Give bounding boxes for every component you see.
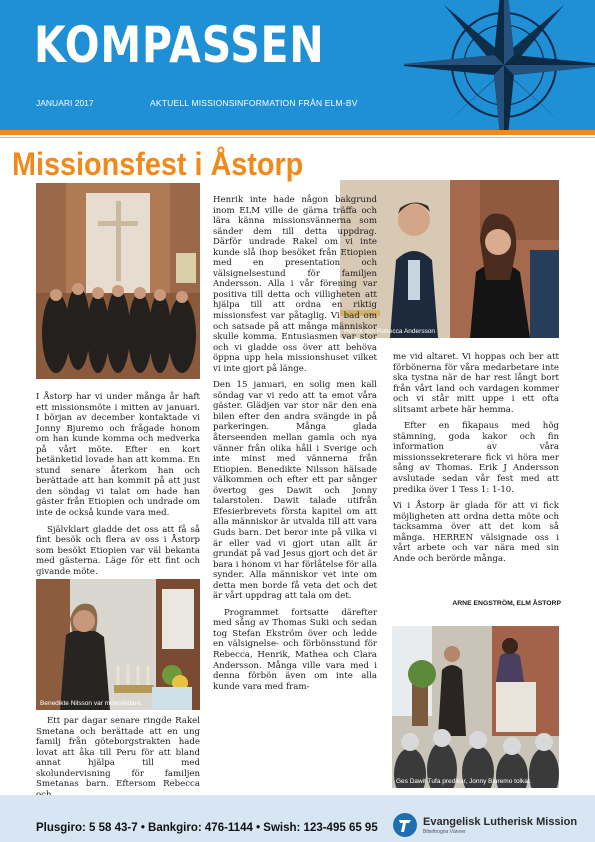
elm-logo-icon — [392, 812, 418, 838]
paragraph: Vi i Åstorp är glada för att vi fick möjligheten att ordna detta möte och tacksamma över att det kom så många. HERREN välsignade oss i vårt arbete och var nära med sin Ande och berörde många. — [393, 501, 559, 564]
article-column-3 — [393, 352, 559, 570]
compass-rose-icon — [404, 0, 595, 130]
paragraph: me vid altaret. Vi hoppas och ber att förbönerna för våra medarbetare inte ska tystna när de har rest långt bort från vårt land och vardagen kommer och vi står mitt uppe i ett ofta slitsamt arbete här hemma. — [393, 352, 559, 415]
article-column-2 — [213, 195, 377, 698]
payment-info: Plusgiro: 5 58 43-7 • Bankgiro: 476-1144 • Swish: 123-495 65 95 — [36, 822, 378, 834]
paragraph: Ett par dagar senare ringde Rakel Smetana och berättade att en ung familj från göteborgstrakten hade lovat att åka till Peru för att bland annat hjälpa till med skolundervisning för familjen Smetanas barn. Eftersom Rebecca — [36, 716, 200, 790]
org-name: Evangelisk Lutherisk Mission — [423, 816, 578, 828]
masthead-banner — [0, 0, 595, 130]
church-photo — [36, 183, 200, 379]
paragraph: Programmet fortsatte därefter med sång av Thomas Suki och sedan tog Stefan Ekström över och ledde en välsignelse- och förbönsstund för Rebecca, Henrik, Mathea och Clara Andersson. Många ville vara med i denna förbön även om inte alla kunde vara med fram- — [213, 607, 377, 692]
masthead-title: KOMPASSEN — [34, 16, 325, 74]
orange-rule — [0, 130, 595, 135]
dawit-photo — [392, 626, 559, 788]
article-column-1-continued — [36, 716, 200, 806]
benedikte-photo — [36, 579, 200, 710]
paragraph: I Åstorp har vi under många år haft ett missionsmöte i mitten av januari. I början av december kontaktade vi Jonny Bjuremo och frågade honom om han kunde komma och medverka på vårt möte. Efter en kort betänketid lovade han att komma. En stund senare återkom han och berättade att han kommit på att just den söndag vi talat om hade han gäster från Etiopien och undrade om inte de också kunde vara med. — [36, 392, 200, 519]
paragraph: Självklart gladde det oss att få så fint besök och flera av oss i Åstorp som besökt Etiopien var väl bekanta med gästerna. Läge för ett fint och givande möte. — [36, 524, 200, 577]
paragraph: Den 15 januari, en solig men kall söndag var vi redo att ta emot våra gäster. Glädjen var stor när den ena bilen efter den andra svängde in på parkeringen. Många glada återseenden mellan gamla och nya vänner från olika håll i Sverige och inte minst med vännerna från Etiopien. Benedikte Nilsson hälsade välkommen och efter ett par sånger övertog ges Dawit och Jonny talarstolen. Dawit talade utifrån Efesierbrevets första kapitel om att alla människor är utvalda till att vara Guds barn. Det beror inte på vilka vi är eller vad vi gjort utan allt är grundat på vad Jesus gjort och det är bara i honom vi har förlåtelse för alla synder. Alla människor vet inte om detta men borde få veta det och det är vårt uppdrag att tala om det. — [213, 380, 377, 602]
org-subtitle: Bibeltrogna Vänner — [423, 829, 466, 835]
couple-caption: Henrik och Rebecca Andersson — [344, 328, 436, 335]
article-headline: Missionsfest i Åstorp — [12, 146, 304, 182]
thin-rule — [0, 137, 595, 138]
tagline: AKTUELL MISSIONSINFORMATION FRÅN ELM-BV — [150, 98, 358, 108]
paragraph: Henrik inte hade någon bakgrund inom ELM ville de gärna träffa och lära känna missionsvännerna som sänder dem till detta uppdrag. Därför undrade Rakel om vi inte kunde slå ihop besöket från Etiopien med en presentation och välsignelsestund för familjen Andersson. Alla i vår förening var positiva till detta och villigheten att hjälpa till att ordna en riktig missionsfest var påtaglig. Vi bad om och satsade på att många människor skulle komma. Entusiasmen var stor och vi gladde oss över att behöva öppna upp hela missionshuset vilket vi inte gjort på länge. — [213, 195, 377, 374]
benedikte-caption: Benedikte Nilsson var mötesledare. — [40, 700, 143, 707]
paragraph: Efter en fikapaus med hög stämning, goda kakor och fin information av våra missionssekreterare fick vi höra mer sång av Thomas. Erik J Andersson avslutade sedan vår fest med att predika över 1 Tess 1: 1-10. — [393, 421, 559, 495]
article-column-1 — [36, 392, 200, 583]
issue-date: JANUARI 2017 — [36, 98, 94, 108]
article-byline: ARNE ENGSTRÖM, ELM ÅSTORP — [452, 600, 561, 607]
dawit-caption: Ges Dawit Tufa predikar, Jonny Bjuremo tolkar. — [396, 778, 532, 785]
